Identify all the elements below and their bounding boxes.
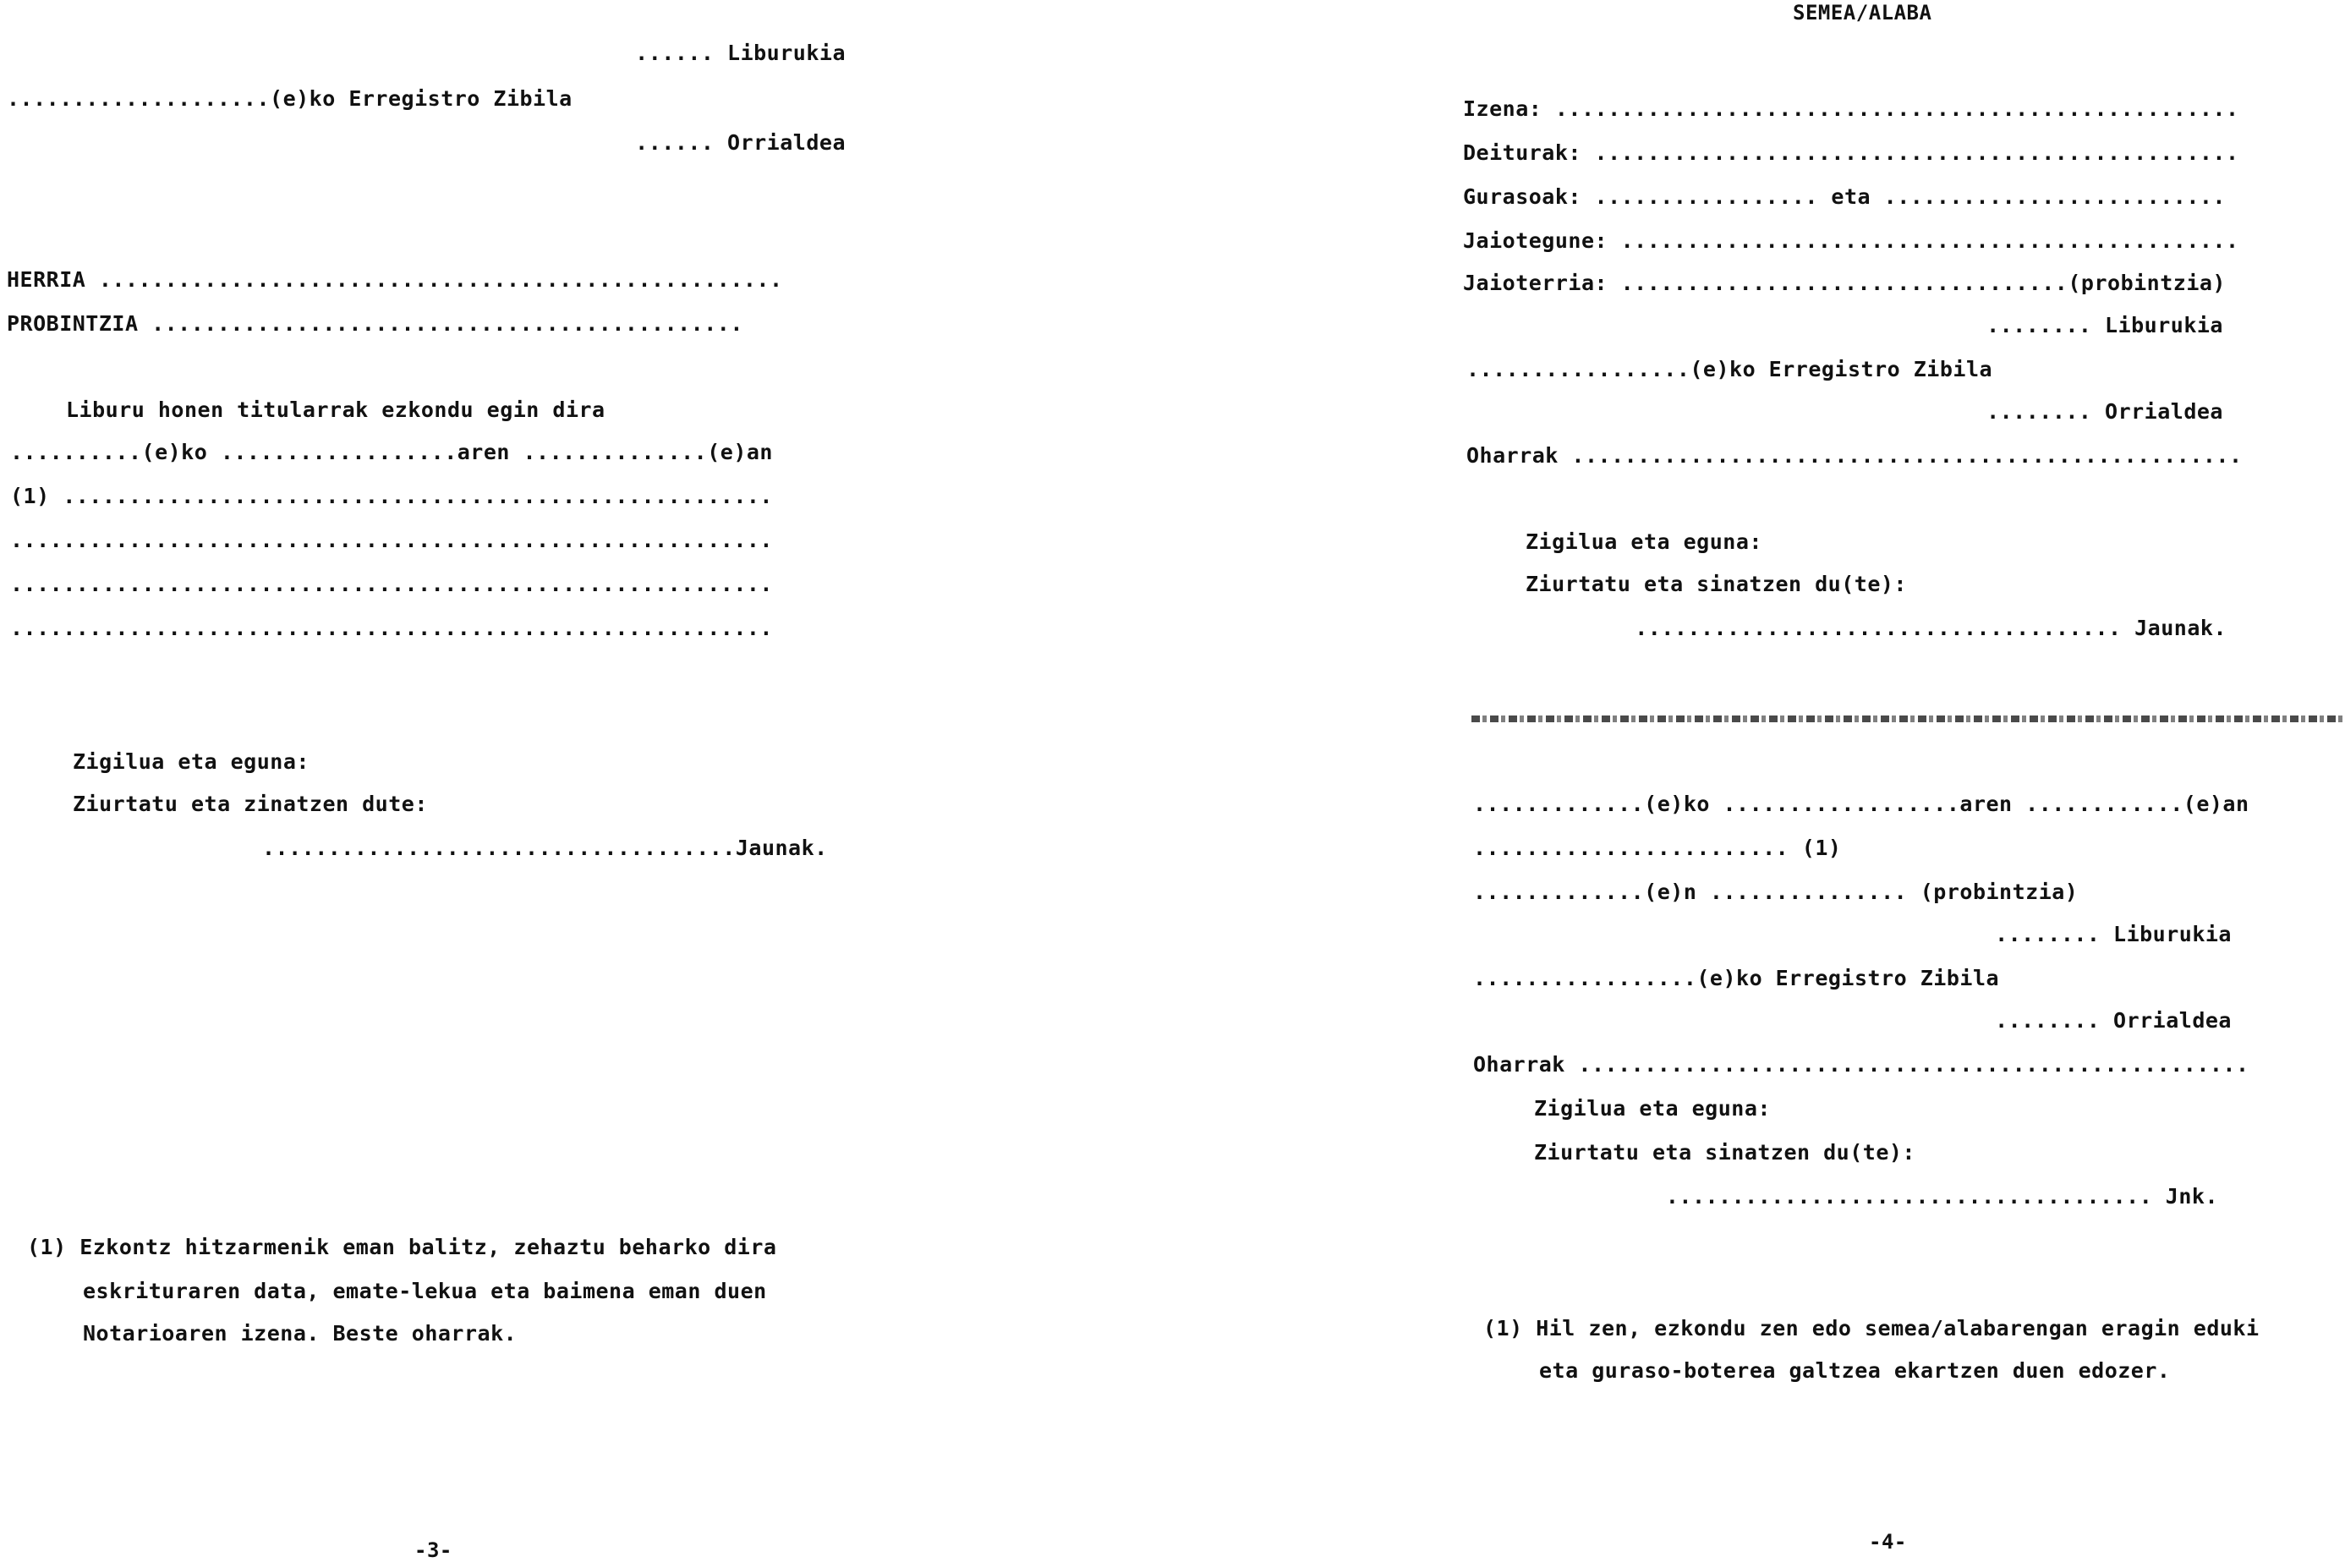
province-field: PROBINTZIA ............................................. bbox=[7, 311, 743, 336]
event-reference-line: ........................ (1) bbox=[1473, 836, 1842, 860]
dots-line-1: .......................................................... bbox=[10, 528, 773, 552]
right-page bbox=[1172, 0, 2345, 1568]
event-date-place-line: .............(e)ko ..................aren ............(e)an bbox=[1473, 792, 2249, 816]
section-separator bbox=[1471, 715, 2345, 722]
notes-field: Oharrak ................................................... bbox=[1466, 443, 2243, 468]
parents-field: Gurasoak: ................. eta .......................... bbox=[1463, 184, 2226, 209]
birth-place-field: Jaioterria: ..................................(probintzia) bbox=[1463, 271, 2226, 295]
page-ref-line: ...... Orrialdea bbox=[635, 130, 846, 155]
seal-date-label-2: Zigilua eta eguna: bbox=[1534, 1096, 1771, 1121]
certify-label: Ziurtatu eta sinatzen du(te): bbox=[1526, 572, 1907, 596]
book-volume-line: ........ Liburukia bbox=[1986, 313, 2223, 337]
footnote-line-3: Notarioaren izena. Beste oharrak. bbox=[83, 1321, 518, 1346]
signature-line-2: ..................................... Jnk. bbox=[1665, 1184, 2218, 1209]
province-line: .............(e)n ............... (probintzia) bbox=[1473, 880, 2079, 904]
page-number: -4- bbox=[1869, 1530, 1907, 1554]
civil-registry-line: .................(e)ko Erregistro Zibila bbox=[1466, 357, 1993, 381]
civil-registry-line: ....................(e)ko Erregistro Zibila bbox=[7, 86, 573, 111]
book-volume-line: ...... Liburukia bbox=[635, 41, 846, 65]
birth-date-field: Jaiotegune: ............................................... bbox=[1463, 228, 2239, 253]
page-ref-line: ........ Orrialdea bbox=[1986, 399, 2223, 424]
seal-date-label: Zigilua eta eguna: bbox=[1526, 529, 1762, 554]
marriage-intro: Liburu honen titularrak ezkondu egin dira bbox=[66, 397, 605, 422]
footnote-line-1: (1) Hil zen, ezkondu zen edo semea/alabarengan eragin eduki bbox=[1483, 1316, 2260, 1340]
left-page bbox=[0, 0, 1172, 1568]
certify-label-2: Ziurtatu eta sinatzen du(te): bbox=[1534, 1140, 1915, 1165]
footnote-line-2: eskrituraren data, emate-lekua eta baimena eman duen bbox=[83, 1279, 767, 1303]
certify-label: Ziurtatu eta zinatzen dute: bbox=[73, 792, 428, 816]
page-number: -3- bbox=[414, 1538, 452, 1562]
dots-line-2: .......................................................... bbox=[10, 572, 773, 596]
notes-field-2: Oharrak ................................................... bbox=[1473, 1052, 2249, 1077]
town-field: HERRIA .................................................... bbox=[7, 267, 783, 292]
surnames-field: Deiturak: ................................................. bbox=[1463, 140, 2239, 165]
civil-registry-line-2: .................(e)ko Erregistro Zibila bbox=[1473, 966, 2000, 990]
page-ref-line-2: ........ Orrialdea bbox=[1995, 1008, 2232, 1033]
marriage-date-place-line: ..........(e)ko ..................aren ..............(e)an bbox=[10, 440, 773, 464]
footnote-line-1: (1) Ezkontz hitzarmenik eman balitz, zehaztu beharko dira bbox=[27, 1235, 777, 1259]
dots-line-3: .......................................................... bbox=[10, 616, 773, 640]
seal-date-label: Zigilua eta eguna: bbox=[73, 749, 310, 774]
note-line-1: (1) ...................................................... bbox=[10, 484, 773, 508]
book-volume-line-2: ........ Liburukia bbox=[1995, 922, 2232, 946]
signature-line: ....................................Jaunak. bbox=[262, 836, 828, 860]
section-header: SEMEA/ALABA bbox=[1793, 1, 1932, 25]
footnote-line-2: eta guraso-boterea galtzea ekartzen duen edozer. bbox=[1539, 1358, 2171, 1383]
signature-line: ..................................... Jaunak. bbox=[1635, 616, 2227, 640]
name-field: Izena: .................................................... bbox=[1463, 96, 2239, 121]
